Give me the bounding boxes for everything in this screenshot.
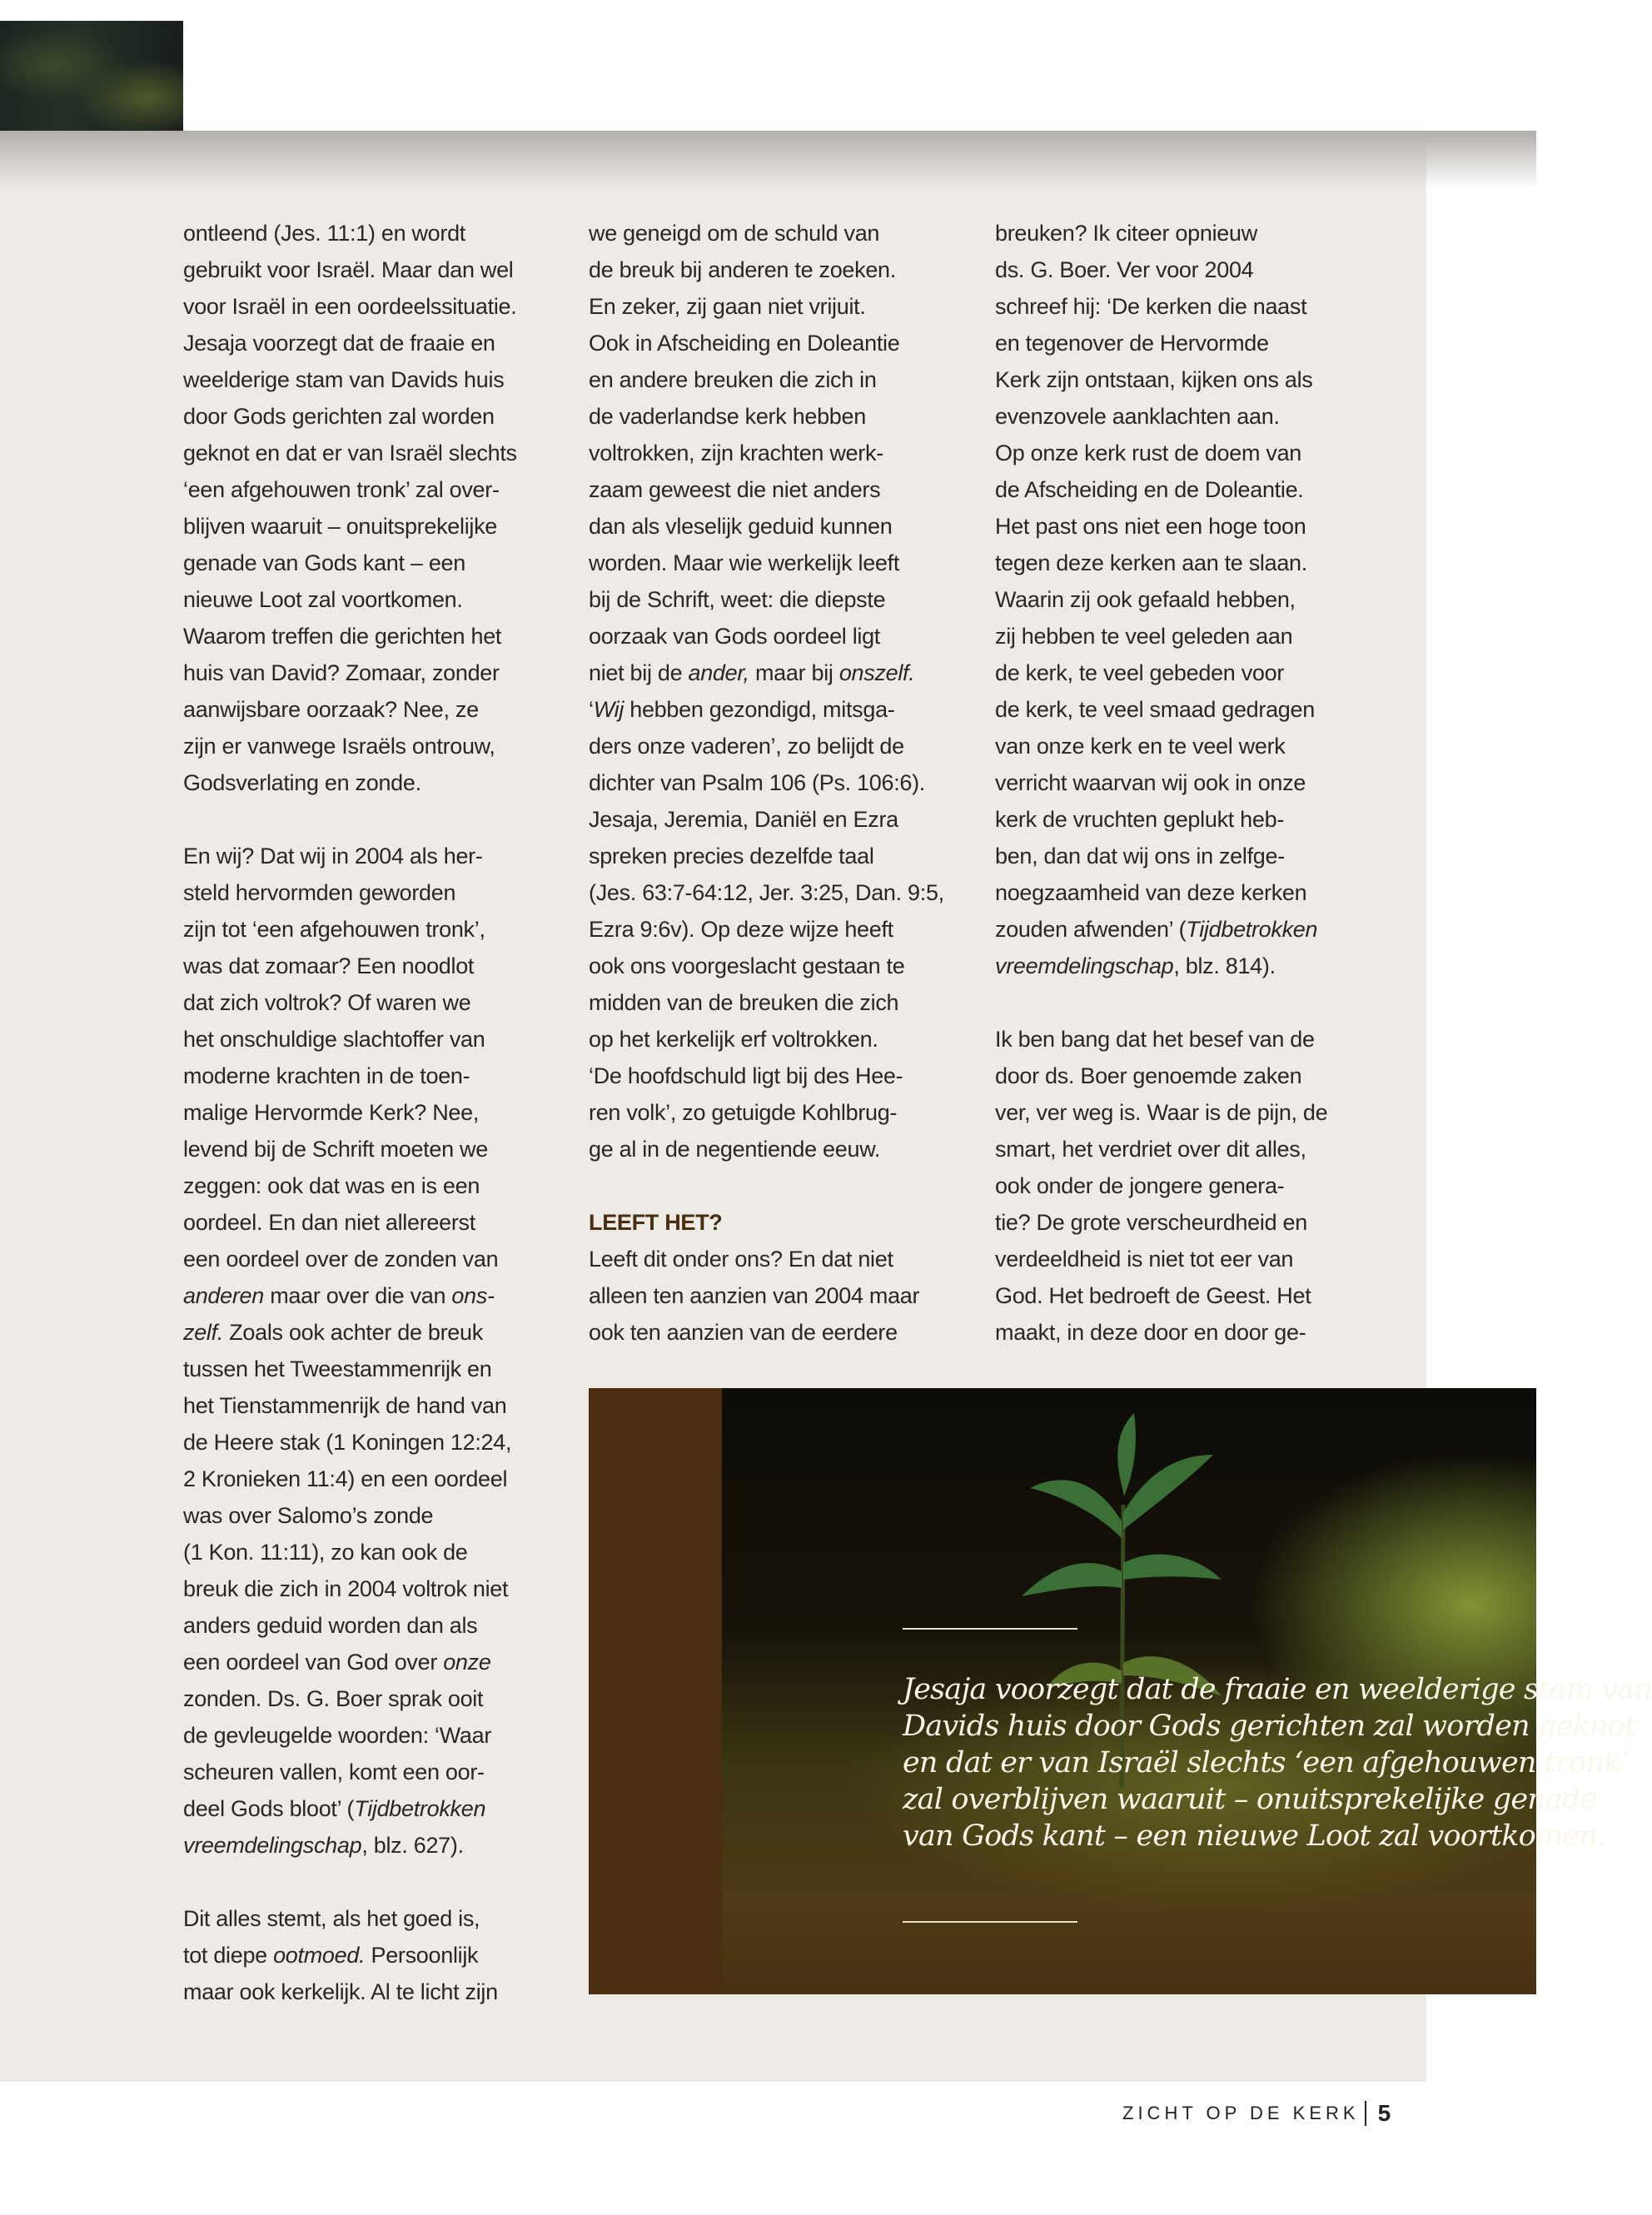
text-column-3 bbox=[995, 215, 1370, 1351]
text-line: zeggen: ook dat was en is een bbox=[183, 1173, 480, 1198]
text-line: (1 Kon. 11:11), zo kan ook de bbox=[183, 1540, 468, 1565]
italic-text: Tijdbetrokken bbox=[1186, 917, 1318, 942]
text-line: 2 Kronieken 11:4) en een oordeel bbox=[183, 1466, 508, 1491]
text-line: oordeel. En dan niet allereerst bbox=[183, 1210, 475, 1235]
text-line: we geneigd om de schuld van bbox=[589, 221, 880, 246]
text-line: evenzovele aanklachten aan. bbox=[995, 404, 1280, 429]
text-line: schreef hij: ‘De kerken die naast bbox=[995, 294, 1307, 319]
text-line bbox=[183, 1790, 558, 1827]
publication-name: ZICHT OP DE KERK bbox=[1122, 2103, 1360, 2123]
text-line: Ezra 9:6v). Op deze wijze heeft bbox=[589, 917, 893, 942]
text-line: Leeft dit onder ons? En dat niet bbox=[589, 1247, 893, 1272]
text-line: was dat zomaar? Een noodlot bbox=[183, 953, 475, 978]
pull-quote-line: zal overblijven waaruit – onuitsprekelijke genade bbox=[903, 1783, 1597, 1816]
text-line: dan als vleselijk geduid kunnen bbox=[589, 514, 893, 539]
text-line: alleen ten aanzien van 2004 maar bbox=[589, 1283, 920, 1308]
italic-text: ootmoed. bbox=[273, 1943, 366, 1968]
text-line: verdeeldheid is niet tot eer van bbox=[995, 1247, 1294, 1272]
italic-text: anderen bbox=[183, 1283, 264, 1308]
italic-text: onze bbox=[443, 1650, 491, 1675]
italic-text: vreemdelingschap bbox=[995, 953, 1174, 978]
text-line: Dit alles stemt, als het goed is, bbox=[183, 1906, 480, 1931]
footer-divider bbox=[1365, 2101, 1366, 2126]
text-line: aanwijsbare oorzaak? Nee, ze bbox=[183, 697, 479, 722]
text-line: Het past ons niet een hoge toon bbox=[995, 514, 1306, 539]
text-line: Godsverlating en zonde. bbox=[183, 770, 421, 795]
text-line: het onschuldige slachtoffer van bbox=[183, 1027, 485, 1052]
text-line: door ds. Boer genoemde zaken bbox=[995, 1063, 1302, 1088]
pull-quote-line: Davids huis door Gods gerichten zal worden geknot bbox=[903, 1710, 1636, 1743]
italic-text: ander, bbox=[688, 660, 749, 685]
text-segment: een oordeel van God over bbox=[183, 1650, 444, 1675]
text-line bbox=[183, 1277, 558, 1314]
quote-rule-bottom bbox=[903, 1921, 1077, 1923]
text-line: nieuwe Loot zal voortkomen. bbox=[183, 587, 463, 612]
text-line bbox=[589, 655, 963, 691]
text-line: de breuk bij anderen te zoeken. bbox=[589, 257, 896, 282]
text-line: zaam geweest die niet anders bbox=[589, 477, 881, 502]
paragraph-gap bbox=[183, 1864, 558, 1900]
text-line: ver, ver weg is. Waar is de pijn, de bbox=[995, 1100, 1328, 1125]
text-line: op het kerkelijk erf voltrokken. bbox=[589, 1027, 878, 1052]
text-line: Jesaja, Jeremia, Daniël en Ezra bbox=[589, 807, 898, 832]
text-line: Waarin zij ook gefaald hebben, bbox=[995, 587, 1296, 612]
text-line: breuk die zich in 2004 voltrok niet bbox=[183, 1576, 509, 1601]
text-segment: zouden afwenden’ ( bbox=[995, 917, 1187, 942]
text-line: de Afscheiding en de Doleantie. bbox=[995, 477, 1304, 502]
text-line: van onze kerk en te veel werk bbox=[995, 734, 1286, 759]
text-line: verricht waarvan wij ook in onze bbox=[995, 770, 1306, 795]
text-line bbox=[183, 1937, 558, 1974]
text-line: moderne krachten in de toen- bbox=[183, 1063, 470, 1088]
text-line: en tegenover de Hervormde bbox=[995, 331, 1269, 356]
text-line: het Tienstammenrijk de hand van bbox=[183, 1393, 507, 1418]
text-line: kerk de vruchten geplukt heb- bbox=[995, 807, 1285, 832]
text-line: zijn er vanwege Israëls ontrouw, bbox=[183, 734, 495, 759]
text-line: tegen deze kerken aan te slaan. bbox=[995, 550, 1307, 575]
text-line: ders onze vaderen’, zo belijdt de bbox=[589, 734, 904, 759]
text-line: ‘De hoofdschuld ligt bij des Hee- bbox=[589, 1063, 903, 1088]
text-segment: , blz. 814). bbox=[1173, 953, 1276, 978]
pull-quote-image bbox=[589, 1388, 1652, 1994]
text-line: Op onze kerk rust de doem van bbox=[995, 441, 1301, 465]
text-line: malige Hervormde Kerk? Nee, bbox=[183, 1100, 480, 1125]
text-line: ‘een afgehouwen tronk’ zal over- bbox=[183, 477, 500, 502]
text-line: God. Het bedroeft de Geest. Het bbox=[995, 1283, 1311, 1308]
text-line bbox=[589, 691, 963, 728]
text-line: noegzaamheid van deze kerken bbox=[995, 880, 1307, 905]
italic-text: Wij bbox=[593, 697, 624, 722]
italic-text: zelf. bbox=[183, 1320, 224, 1345]
paragraph-gap bbox=[589, 1167, 963, 1204]
text-line: Ik ben bang dat het besef van de bbox=[995, 1027, 1315, 1052]
text-line: spreken precies dezelfde taal bbox=[589, 844, 874, 869]
text-line: En zeker, zij gaan niet vrijuit. bbox=[589, 294, 866, 319]
text-line: Ook in Afscheiding en Doleantie bbox=[589, 331, 900, 356]
pull-quote-line: van Gods kant – een nieuwe Loot zal voortkomen. bbox=[903, 1819, 1606, 1853]
text-line: een oordeel over de zonden van bbox=[183, 1247, 499, 1272]
text-line: breuken? Ik citeer opnieuw bbox=[995, 221, 1257, 246]
quote-rule-top bbox=[903, 1628, 1077, 1630]
italic-text: onszelf. bbox=[838, 660, 915, 685]
text-segment: maar over die van bbox=[264, 1283, 452, 1308]
text-line: blijven waaruit – onuitsprekelijke bbox=[183, 514, 498, 539]
italic-text: Tijdbetrokken bbox=[354, 1796, 486, 1821]
text-line: en andere breuken die zich in bbox=[589, 367, 877, 392]
text-line: ds. G. Boer. Ver voor 2004 bbox=[995, 257, 1254, 282]
header-photo bbox=[0, 21, 183, 131]
text-line: bij de Schrift, weet: die diepste bbox=[589, 587, 886, 612]
seedling-photo bbox=[722, 1388, 1652, 1994]
text-segment: tot diepe bbox=[183, 1943, 274, 1968]
page-footer bbox=[1122, 2100, 1391, 2127]
text-line: de vaderlandse kerk hebben bbox=[589, 404, 866, 429]
text-line: geknot en dat er van Israël slechts bbox=[183, 441, 517, 465]
text-line: oorzaak van Gods oordeel ligt bbox=[589, 624, 881, 649]
text-line bbox=[183, 1644, 558, 1680]
text-line: En wij? Dat wij in 2004 als her- bbox=[183, 844, 483, 869]
text-line: ben, dan dat wij ons in zelfge- bbox=[995, 844, 1285, 869]
text-line: levend bij de Schrift moeten we bbox=[183, 1137, 488, 1162]
text-line: Waarom treffen die gerichten het bbox=[183, 624, 502, 649]
text-line: gebruikt voor Israël. Maar dan wel bbox=[183, 257, 514, 282]
pull-quote-line: en dat er van Israël slechts ‘een afgehouwen tronk’ bbox=[903, 1746, 1630, 1779]
text-line: maakt, in deze door en door ge- bbox=[995, 1320, 1306, 1345]
text-line: ge al in de negentiende eeuw. bbox=[589, 1137, 881, 1162]
text-line: genade van Gods kant – een bbox=[183, 550, 465, 575]
text-line: steld hervormden geworden bbox=[183, 880, 456, 905]
text-line: ren volk’, zo getuigde Kohlbrug- bbox=[589, 1100, 898, 1125]
text-line: scheuren vallen, komt een oor- bbox=[183, 1760, 485, 1784]
text-line: Jesaja voorzegt dat de fraaie en bbox=[183, 331, 495, 356]
text-line: midden van de breuken die zich bbox=[589, 990, 899, 1015]
text-segment: niet bij de bbox=[589, 660, 689, 685]
text-line: smart, het verdriet over dit alles, bbox=[995, 1137, 1306, 1162]
text-column-1 bbox=[183, 215, 558, 2010]
paragraph-gap bbox=[995, 984, 1370, 1021]
text-line: de gevleugelde woorden: ‘Waar bbox=[183, 1723, 492, 1748]
text-line: door Gods gerichten zal worden bbox=[183, 404, 495, 429]
text-segment: , blz. 627). bbox=[361, 1833, 464, 1858]
text-line: zij hebben te veel geleden aan bbox=[995, 624, 1293, 649]
text-line: zijn tot ‘een afgehouwen tronk’, bbox=[183, 917, 485, 942]
text-line: anders geduid worden dan als bbox=[183, 1613, 478, 1638]
text-line bbox=[183, 1827, 558, 1864]
text-segment: Persoonlijk bbox=[365, 1943, 479, 1968]
pull-quote-line: Jesaja voorzegt dat de fraaie en weelderige stam van bbox=[903, 1673, 1652, 1706]
text-segment: ‘ bbox=[589, 697, 594, 722]
text-line: tussen het Tweestammenrijk en bbox=[183, 1356, 492, 1381]
text-line: de Heere stak (1 Koningen 12:24, bbox=[183, 1430, 512, 1455]
text-line: ontleend (Jes. 11:1) en wordt bbox=[183, 221, 466, 246]
text-line: worden. Maar wie werkelijk leeft bbox=[589, 550, 900, 575]
text-line: dat zich voltrok? Of waren we bbox=[183, 990, 471, 1015]
text-line: ook ten aanzien van de eerdere bbox=[589, 1320, 898, 1345]
text-line: zonden. Ds. G. Boer sprak ooit bbox=[183, 1686, 484, 1711]
text-column-2 bbox=[589, 215, 963, 1351]
panel-shadow bbox=[0, 131, 1536, 189]
text-line: maar ook kerkelijk. Al te licht zijn bbox=[183, 1979, 498, 2004]
text-segment: Zoals ook achter de breuk bbox=[223, 1320, 483, 1345]
text-line: Kerk zijn ontstaan, kijken ons als bbox=[995, 367, 1313, 392]
text-line: ook onder de jongere genera- bbox=[995, 1173, 1285, 1198]
text-line: tie? De grote verscheurdheid en bbox=[995, 1210, 1307, 1235]
text-line: (Jes. 63:7-64:12, Jer. 3:25, Dan. 9:5, bbox=[589, 880, 944, 905]
page-number: 5 bbox=[1377, 2100, 1391, 2126]
text-line: de kerk, te veel gebeden voor bbox=[995, 660, 1285, 685]
italic-text: vreemdelingschap bbox=[183, 1833, 362, 1858]
text-line bbox=[183, 1314, 558, 1351]
paragraph-gap bbox=[183, 801, 558, 838]
text-line: huis van David? Zomaar, zonder bbox=[183, 660, 500, 685]
section-heading: LEEFT HET? bbox=[589, 1210, 723, 1235]
italic-text: ons- bbox=[451, 1283, 495, 1308]
text-segment: hebben gezondigd, mitsga- bbox=[624, 697, 895, 722]
text-line bbox=[995, 948, 1370, 984]
text-segment: maar bij bbox=[749, 660, 839, 685]
text-line: voltrokken, zijn krachten werk- bbox=[589, 441, 883, 465]
text-line: de kerk, te veel smaad gedragen bbox=[995, 697, 1315, 722]
text-line: voor Israël in een oordeelssituatie. bbox=[183, 294, 517, 319]
text-segment: deel Gods bloot’ ( bbox=[183, 1796, 355, 1821]
text-line: dichter van Psalm 106 (Ps. 106:6). bbox=[589, 770, 926, 795]
text-line bbox=[995, 911, 1370, 948]
text-line: was over Salomo’s zonde bbox=[183, 1503, 434, 1528]
pull-quote bbox=[903, 1671, 1652, 1854]
text-line: weelderige stam van Davids huis bbox=[183, 367, 505, 392]
text-line: ook ons voorgeslacht gestaan te bbox=[589, 953, 905, 978]
